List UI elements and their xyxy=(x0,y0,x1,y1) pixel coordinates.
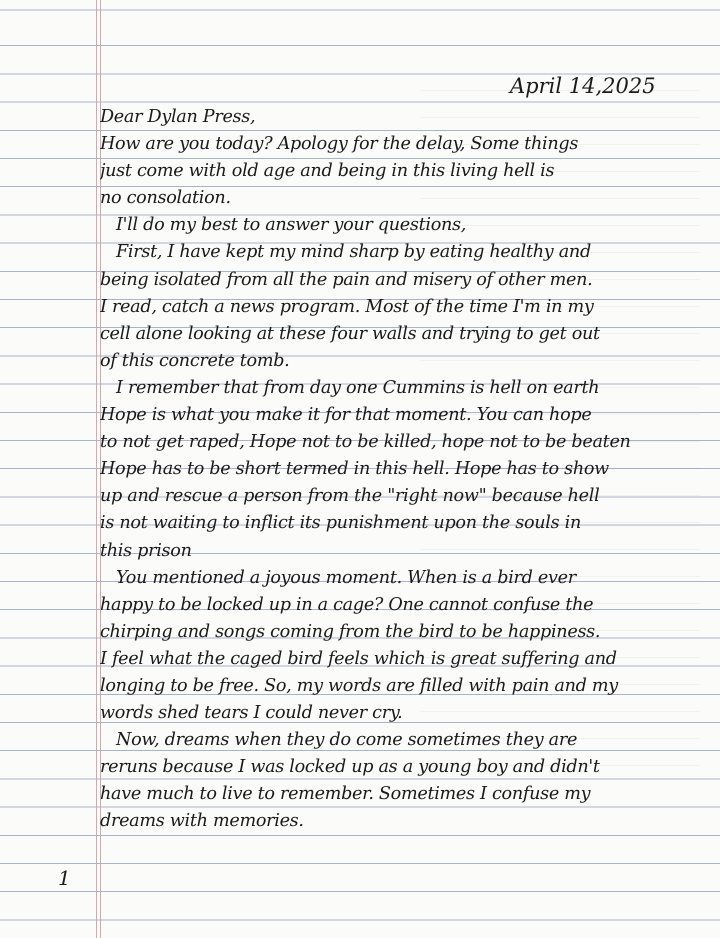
letter-line: happy to be locked up in a cage? One cannot confuse the xyxy=(100,594,594,615)
letter-line: Hope is what you make it for that moment. You can hope xyxy=(100,405,592,426)
letter-line: First, I have kept my mind sharp by eating healthy and xyxy=(116,242,591,263)
letter-line: Dear Dylan Press, xyxy=(100,107,256,127)
letter-date: April 14,2025 xyxy=(510,74,656,98)
letter-line: up and rescue a person from the "right now" because hell xyxy=(100,486,600,507)
letter-line: You mentioned a joyous moment. When is a bird ever xyxy=(116,567,576,588)
letter-line: reruns because I was locked up as a young boy and didn't xyxy=(100,757,600,778)
letter-line: is not waiting to inflict its punishment upon the souls in xyxy=(100,513,581,534)
letter-line: to not get raped, Hope not to be killed, hope not to be beaten xyxy=(100,432,631,453)
letter-line: this prison xyxy=(100,540,192,561)
letter-line: being isolated from all the pain and misery of other men. xyxy=(100,269,593,290)
letter-line: I remember that from day one Cummins is hell on earth xyxy=(116,377,600,398)
letter-line: Hope has to be short termed in this hell. Hope has to show xyxy=(100,459,609,480)
letter-line: of this concrete tomb. xyxy=(100,350,290,371)
letter-line: dreams with memories. xyxy=(100,811,304,832)
letter-line: Now, dreams when they do come sometimes they are xyxy=(116,730,578,751)
letter-line: I read, catch a news program. Most of the time I'm in my xyxy=(100,296,594,317)
letter-line: no consolation. xyxy=(100,188,231,209)
letter-line: How are you today? Apology for the delay, Some things xyxy=(100,134,579,155)
page-number: 1 xyxy=(58,866,71,890)
letter-line: longing to be free. So, my words are filled with pain and my xyxy=(100,675,618,696)
letter-line: just come with old age and being in this living hell is xyxy=(100,161,555,182)
letter-line: I'll do my best to answer your questions, xyxy=(116,215,467,236)
letter-line: have much to live to remember. Sometimes I confuse my xyxy=(100,784,591,805)
margin-line xyxy=(96,0,97,938)
letter-line: cell alone looking at these four walls and trying to get out xyxy=(100,323,600,344)
letter-line: words shed tears I could never cry. xyxy=(100,703,403,724)
letter-line: chirping and songs coming from the bird to be happiness. xyxy=(100,621,601,642)
letter-line: I feel what the caged bird feels which is great suffering and xyxy=(100,648,617,669)
letter-body xyxy=(100,104,718,836)
